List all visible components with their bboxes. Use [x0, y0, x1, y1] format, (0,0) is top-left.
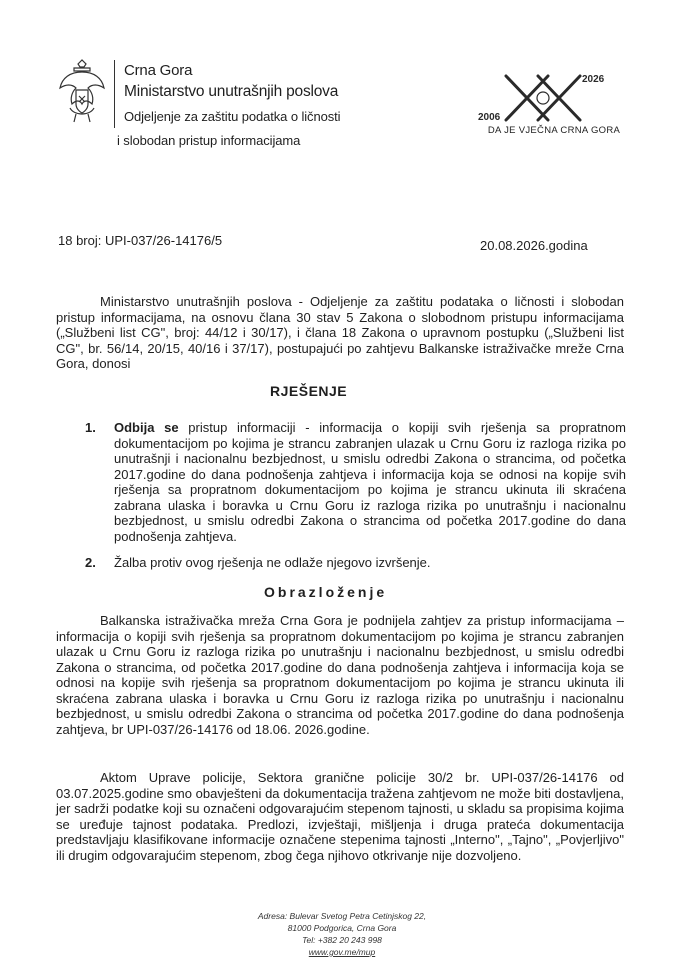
item-number: 1. — [85, 420, 96, 435]
item-number: 2. — [85, 555, 96, 570]
logo-year-start: 2006 — [478, 112, 501, 123]
header-divider — [114, 60, 115, 128]
footer-web-link[interactable]: www.gov.me/mup — [308, 947, 376, 957]
header-department-line2: i slobodan pristup informacijama — [117, 133, 301, 148]
document-date: 20.08.2026.godina — [480, 238, 588, 253]
explanation-title: Obrazloženje — [264, 584, 388, 600]
item-1-text: pristup informaciji - informacija o kopiji svih rješenja sa propratnom dokumentacijom po kojima je strancu zabranjen ulazak u Crnu Goru iz razloga rizika po unutrašnji i nacionalnu bezbjednost, u smislu odredbi Zakona o strancima, od početka 2017.godine do dana podnošenja zahtjeva i informacija koja se odnosi na kopije svih rješenja sa propratnom dokumentacijom po kojima je strancu ukinuta ili skraćena zabrana ulaska i boravka u Crnu Goru iz razloga rizika po unutrašnju i nacionalnu bezbjednost, u smislu odredbi Zakona o strancima od početka 2017.godine do dana podnošenja zahtjeva. — [114, 420, 626, 544]
footer-address-line: Adresa: Bulevar Svetog Petra Cetinjskog 22, — [257, 911, 427, 921]
paragraph-1-text: Balkanska istraživačka mreža Crna Gora je podnijela zahtjev za pristup informacijama – informacija o kopiji svih rješenja sa propratnom dokumentacijom po kojima je strancu zabranjen ulazak u Crnu Goru iz razloga rizika po unutrašnju i nacionalnu bezbjednost, u smislu odredbi Zakona o strancima, od početka 2017.godine do dana podnošenja zahtjeva i informacija koja se odnosi na kopije svih rješenja sa propratnom dokumentacijom po kojima je strancu ukinuta ili skraćena zabrana ulaska i boravka u Crnu Goru iz razloga rizika po unutrašnju i nacionalnu bezbjednost, u smislu odredbi Zakona o strancima od početka 2017.godine do dana podnošenja zahtjeva, br UPI-037/26-14176 od 18.06. 2026.godine. — [56, 613, 624, 737]
decision-item-1 — [85, 420, 626, 544]
intro-paragraph — [56, 294, 624, 372]
registration-number: 18 broj: UPI-037/26-14176/5 — [58, 233, 223, 248]
footer-phone: Tel: +382 20 243 998 — [302, 935, 382, 945]
explanation-paragraph-1 — [56, 613, 624, 737]
logo-caption: DA JE VJEČNA CRNA GORA — [487, 125, 621, 136]
header-department-line1: Odjeljenje za zaštitu podatka o ličnosti — [124, 109, 341, 124]
intro-text: Ministarstvo unutrašnjih poslova - Odjeljenje za zaštitu podataka o ličnosti i slobodan pristup informacijama, na osnovu člana 30 stav 5 Zakona o slobodnom pristupu informacijama („Službeni list CG", broj: 44/12 i 30/17), i člana 18 Zakona o upravnom postupku („Službeni list CG", br. 56/14, 20/15, 40/16 i 37/17), postupajući po zahtjevu Balkanske istraživačke mreže Crna Gora, donosi — [56, 294, 624, 371]
item-2-text: Žalba protiv ovog rješenja ne odlaže njegovo izvršenje. — [114, 555, 431, 570]
header-ministry: Ministarstvo unutrašnjih poslova — [124, 83, 339, 100]
decision-title: RJEŠENJE — [270, 383, 348, 399]
item-1-bold: Odbija se — [114, 420, 179, 435]
paragraph-2-text: Aktom Uprave policije, Sektora granične policije 30/2 br. UPI-037/26-14176 od 03.07.2025.godine smo obavješteni da dokumentacija tražena zahtjevom ne može biti dostavljena, jer sadrži podatke koji su označeni odgovarajućim stepenom tajnosti, u skladu sa propisima kojima se uređuje tajnost podataka. Predlozi, izvještaji, mišljenja i druga prateća dokumentacija predstavljaju klasifikovane informacije označene stepenima tajnosti „Interno", „Tajno", „Povjerljivo" ili drugim odgovarajućim stepenom, zbog čega njihovo otkrivanje nije dozvoljeno. — [56, 770, 624, 863]
small-emblem-icon — [537, 92, 549, 104]
logo-year-end: 2026 — [582, 74, 605, 85]
footer-city: 81000 Podgorica, Crna Gora — [287, 923, 397, 933]
decision-item-2 — [85, 555, 626, 571]
coat-of-arms-icon — [56, 58, 108, 124]
header-country: Crna Gora — [124, 62, 193, 79]
footer-address — [232, 910, 452, 958]
explanation-paragraph-2 — [56, 770, 624, 863]
